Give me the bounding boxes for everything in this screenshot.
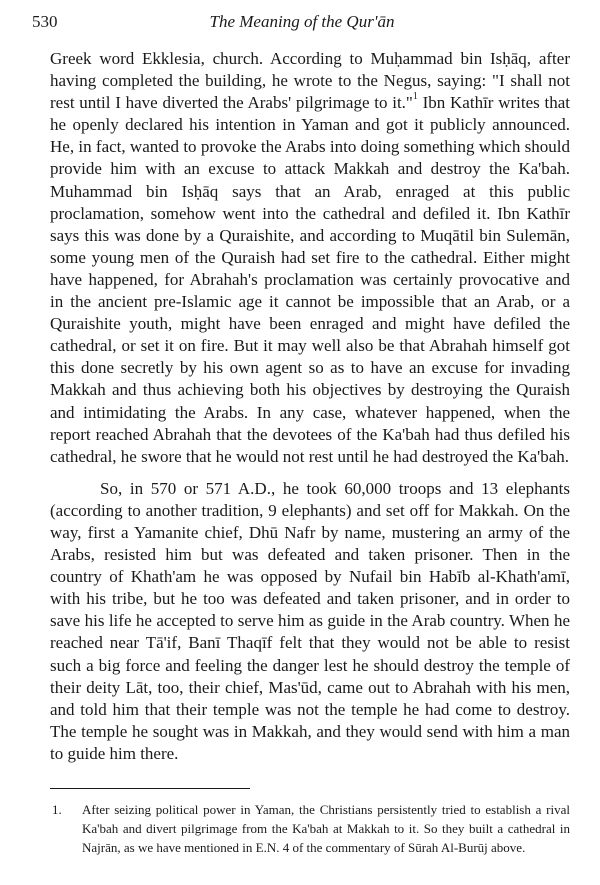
paragraph-text: Greek word Ekklesia, church. According to Muḥammad bin Isḥāq, after having completed the building, he wrote to the Negus, saying: "I shall not rest until I have diverted the Arabs' pilgrimage to it.": [50, 49, 570, 113]
footnote-number: 1.: [52, 802, 62, 817]
footnote-divider: [50, 788, 250, 789]
page-number: 530: [32, 12, 58, 31]
footnote-reference: 1: [412, 91, 418, 103]
paragraph: [50, 48, 570, 468]
body-text: [50, 48, 570, 765]
paragraph-text: Ibn Kathīr writes that he openly declared his intention in Yaman and got it publicly announced. He, in fact, wanted to provoke the Arabs into doing something which should provide him with an excuse to attack Makkah and destroy the Ka'bah. Muhammad bin Isḥāq says that an Arab, enraged at this public proclamation, somehow went into the cathedral and defiled it. Ibn Kathīr says this was done by a Quraishite, and according to Muqātil bin Sulemān, some young men of the Quraish had set fire to the cathedral. Either might have happened, for Abrahah's proclamation was certainly provocative and in the ancient pre-Islamic age it cannot be impossible that an Arab, or a Quraishite youth, might have been enraged and might have defiled the cathedral, or set it on fire. But it may well also be that Abrahah himself got this done secretly by his own agent so as to have an excuse for invading Makkah and thus achieving both his objectives by destroying the Quraish and intimidating the Arabs. In any case, whatever happened, when the report reached Abrahah that the devotees of the Ka'bah had thus defiled his cathedral, he swore that he would not rest until he had destroyed the Ka'bah.: [50, 93, 570, 466]
running-title: The Meaning of the Qur'ān: [209, 12, 395, 31]
paragraph: So, in 570 or 571 A.D., he took 60,000 troops and 13 elephants (according to another tradition, 9 elephants) and set off for Makkah. On the way, first a Yamanite chief, Dhū Nafr by name, mustering an army of the Arabs, resisted him but was defeated and taken prisoner. Then in the country of Khath'am he was opposed by Nufail bin Habīb al-Khath'amī, with his tribe, but he too was defeated and taken prisoner, and in order to save his life he accepted to serve him as guide in the Arab country. When he reached near Tā'if, Banī Thaqīf felt that they would not be able to resist such a big force and feeling the danger lest he should destroy the temple of their deity Lāt, too, their chief, Mas'ūd, came out to Abrahah with his men, and told him that their temple was not the temple he had come to destroy. The temple he sought was in Makkah, and they would send with him a man to guide him there.: [50, 478, 570, 763]
footnote-text: After seizing political power in Yaman, the Christians persistently tried to establish a rival Ka'bah and divert pilgrimage from the Ka'bah at Makkah to it. So they built a cathedral in Najrān, as we have mentioned in E.N. 4 of the commentary of Sūrah Al-Burūj above.: [82, 802, 570, 855]
footnote: [52, 800, 570, 857]
page-header: [32, 12, 572, 38]
